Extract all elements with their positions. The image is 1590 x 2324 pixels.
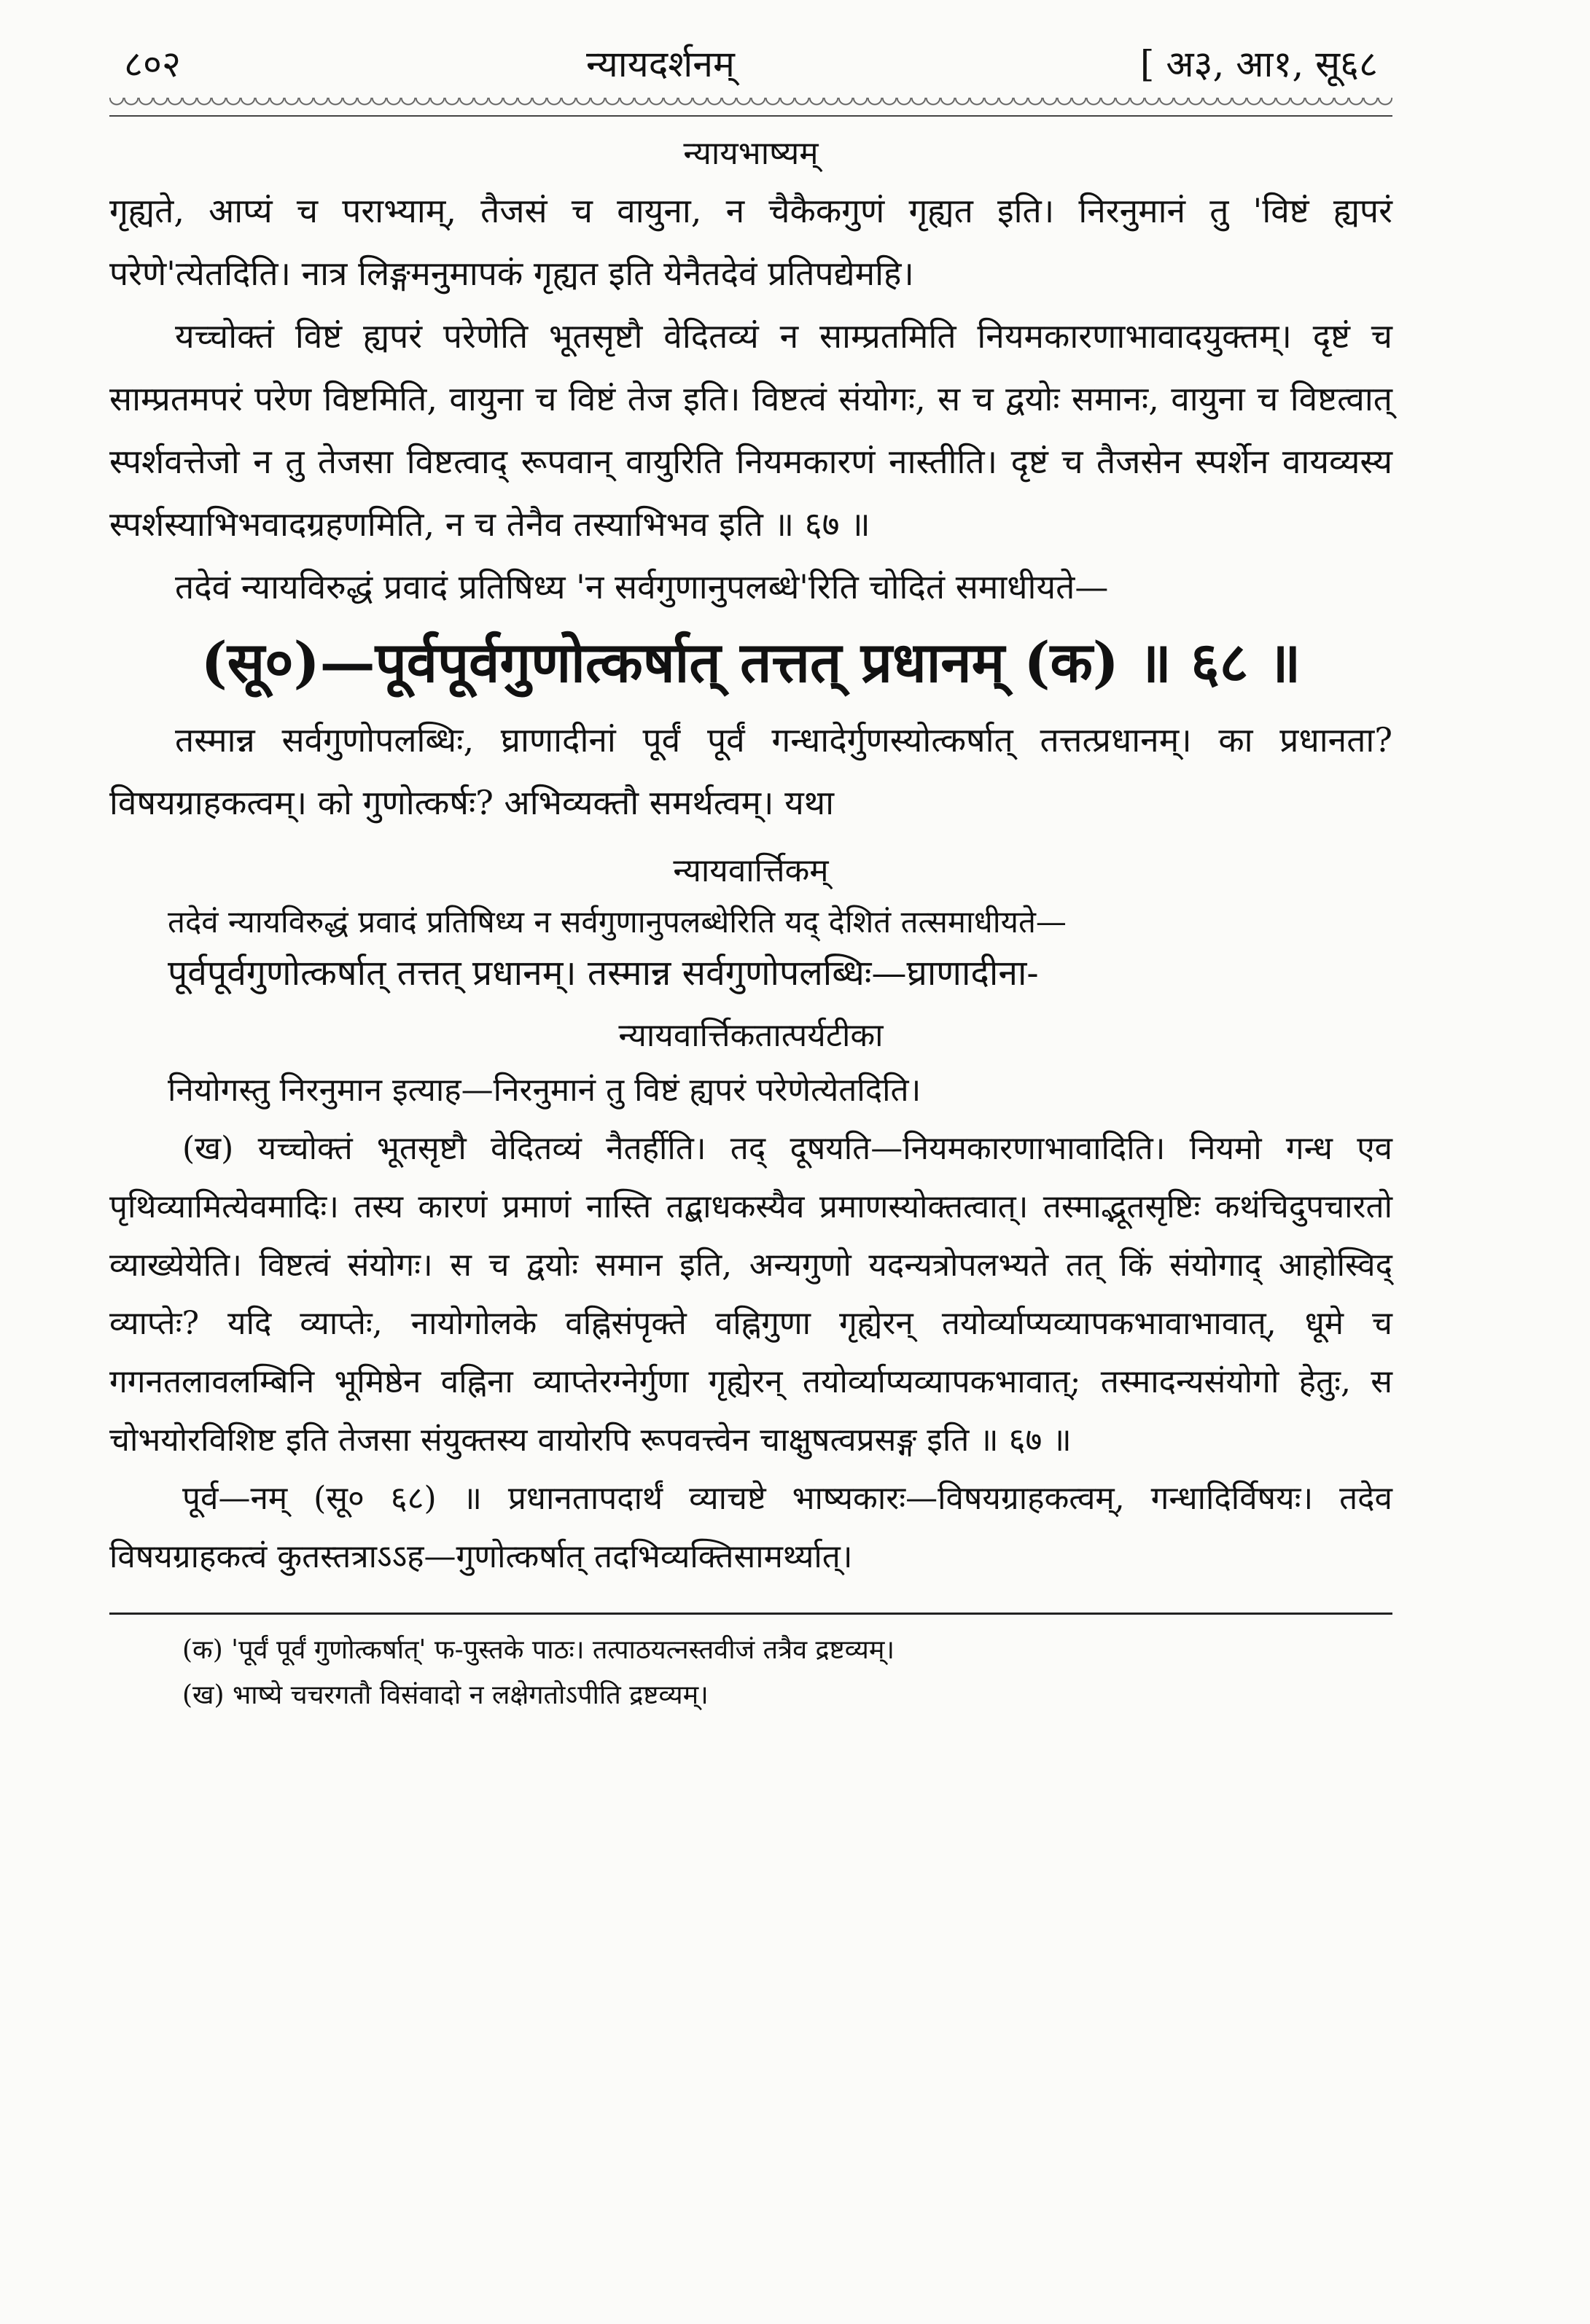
tika-heading: न्यायवार्त्तिकतात्पर्यटीका <box>618 1017 884 1054</box>
tika-para-2: (ख) यच्चोक्तं भूतसृष्टौ वेदितव्यं नैतर्हीति। तद् दूषयति—नियमकारणाभावादिति। नियमो गन्ध एव पृथिव्यामित्येवमादिः। तस्य कारणं प्रमाणं नास्ति तद्बाधकस्यैव प्रमाणस्योक्तत्वात्। तस्माद्भूतसृष्टिः कथंचिदुपचारतो व्याख्येयेति। विष्टत्वं संयोगः। स च द्वयोः समान इति, अन्यगुणो यदन्यत्रोपलभ्यते तत् किं संयोगाद् आहोस्विद् व्याप्तेः? यदि व्याप्तेः, नायोगोलके वह्निसंपृक्ते वह्निगुणा गृह्येरन् तयोर्व्याप्यव्यापकभावाभावात्, धूमे च गगनतलावलम्बिनि भूमिष्ठेन वह्निना व्याप्तेरग्नेर्गुणा गृह्येरन् तयोर्व्याप्यव्यापकभावात्; तस्मादन्यसंयोगो हेतुः, स चोभयोरविशिष्ट इति तेजसा संयुक्तस्य वायोरपि रूपवत्त्वेन चाक्षुषत्वप्रसङ्ग इति ॥ ६७ ॥ <box>109 1130 1392 1459</box>
sutra-text: (सू०)—पूर्वपूर्वगुणोत्कर्षात् तत्तत् प्रधानम् (क) ॥ ६८ ॥ <box>200 630 1301 695</box>
footnotes <box>109 1628 1392 1718</box>
page-title: न्यायदर्शनम् <box>586 43 735 85</box>
vartika-heading: न्यायवार्त्तिकम् <box>673 852 829 889</box>
bhashya-para-2: यच्चोक्तं विष्टं ह्यपरं परेणेति भूतसृष्टौ वेदितव्यं न साम्प्रतमिति नियमकारणाभावादयुक्तम्। दृष्टं च साम्प्रतमपरं परेण विष्टमिति, वायुना च विष्टं तेज इति। विष्टत्वं संयोगः, स च द्वयोः समानः, वायुना च विष्टत्वात् स्पर्शवत्तेजो न तु तेजसा विष्टत्वाद् रूपवान् वायुरिति नियमकारणं नास्तीति। दृष्टं च तैजसेन स्पर्शेन वायव्यस्य स्पर्शस्याभिभवादग्रहणमिति, न च तेनैव तस्याभिभव इति ॥ ६७ ॥ <box>109 316 1392 544</box>
vartika-section <box>109 897 1392 999</box>
vartika-line-1: तदेवं न्यायविरुद्धं प्रवादं प्रतिषिध्य न सर्वगुणानुपलब्धेरिति यद् देशितं तत्समाधीयते— <box>168 904 1067 940</box>
footnote-ka: (क) 'पूर्वं पूर्वं गुणोत्कर्षात्' फ-पुस्तके पाठः। तत्पाठयत्नस्तवीजं तत्रैव द्रष्टव्यम्। <box>182 1635 895 1665</box>
page-number: ८०२ <box>124 43 181 85</box>
tika-para-1: नियोगस्तु निरनुमान इत्याह—निरनुमानं तु विष्टं ह्यपरं परेणेत्येतदिति। <box>168 1072 921 1109</box>
header-divider <box>109 98 1392 117</box>
footnote-kha: (ख) भाष्ये चचरगतौ विसंवादो न लक्षेगतोऽपीति द्रष्टव्यम्। <box>182 1680 709 1710</box>
bhashya-heading: न्यायभाष्यम् <box>683 135 819 172</box>
bhashya-para-1: गृह्यते, आप्यं च पराभ्याम्, तैजसं च वायुना, न चैकैकगुणं गृह्यत इति। निरनुमानं तु 'विष्टं ह्यपरं परेणे'त्येतदिति। नात्र लिङ्गमनुमापकं गृह्यत इति येनैतदेवं प्रतिपद्येमहि। <box>109 191 1392 293</box>
after-sutra-section <box>109 709 1392 834</box>
running-header <box>109 29 1392 87</box>
bhashya-section <box>109 179 1392 618</box>
page <box>109 29 1392 1718</box>
footnote-divider <box>109 1613 1392 1615</box>
vartika-line-2: पूर्वपूर्वगुणोत्कर्षात् तत्तत् प्रधानम्। तस्मान्न सर्वगुणोपलब्धिः—घ्राणादीना- <box>168 953 1039 994</box>
tika-section <box>109 1061 1392 1586</box>
tika-para-3: पूर्व—नम् (सू० ६८) ॥ प्रधानतापदार्थं व्याचष्टे भाष्यकारः—विषयग्राहकत्वम्, गन्धादिर्विषयः। तदेव विषयग्राहकत्वं कुतस्तत्राऽऽह—गुणोत्कर्षात् तदभिव्यक्तिसामर्थ्यात्। <box>109 1480 1392 1575</box>
section-reference: [ अ३, आ१, सू६८ <box>1139 43 1378 85</box>
after-sutra-para: तस्मान्न सर्वगुणोपलब्धिः, घ्राणादीनां पूर्वं पूर्वं गन्धादेर्गुणस्योत्कर्षात् तत्तत्प्रधानम्। का प्रधानता? विषयग्राहकत्वम्। को गुणोत्कर्षः? अभिव्यक्तौ समर्थत्वम्। यथा <box>109 720 1392 822</box>
bhashya-para-3: तदेवं न्यायविरुद्धं प्रवादं प्रतिषिध्य 'न सर्वगुणानुपलब्धे'रिति चोदितं समाधीयते— <box>175 567 1109 607</box>
